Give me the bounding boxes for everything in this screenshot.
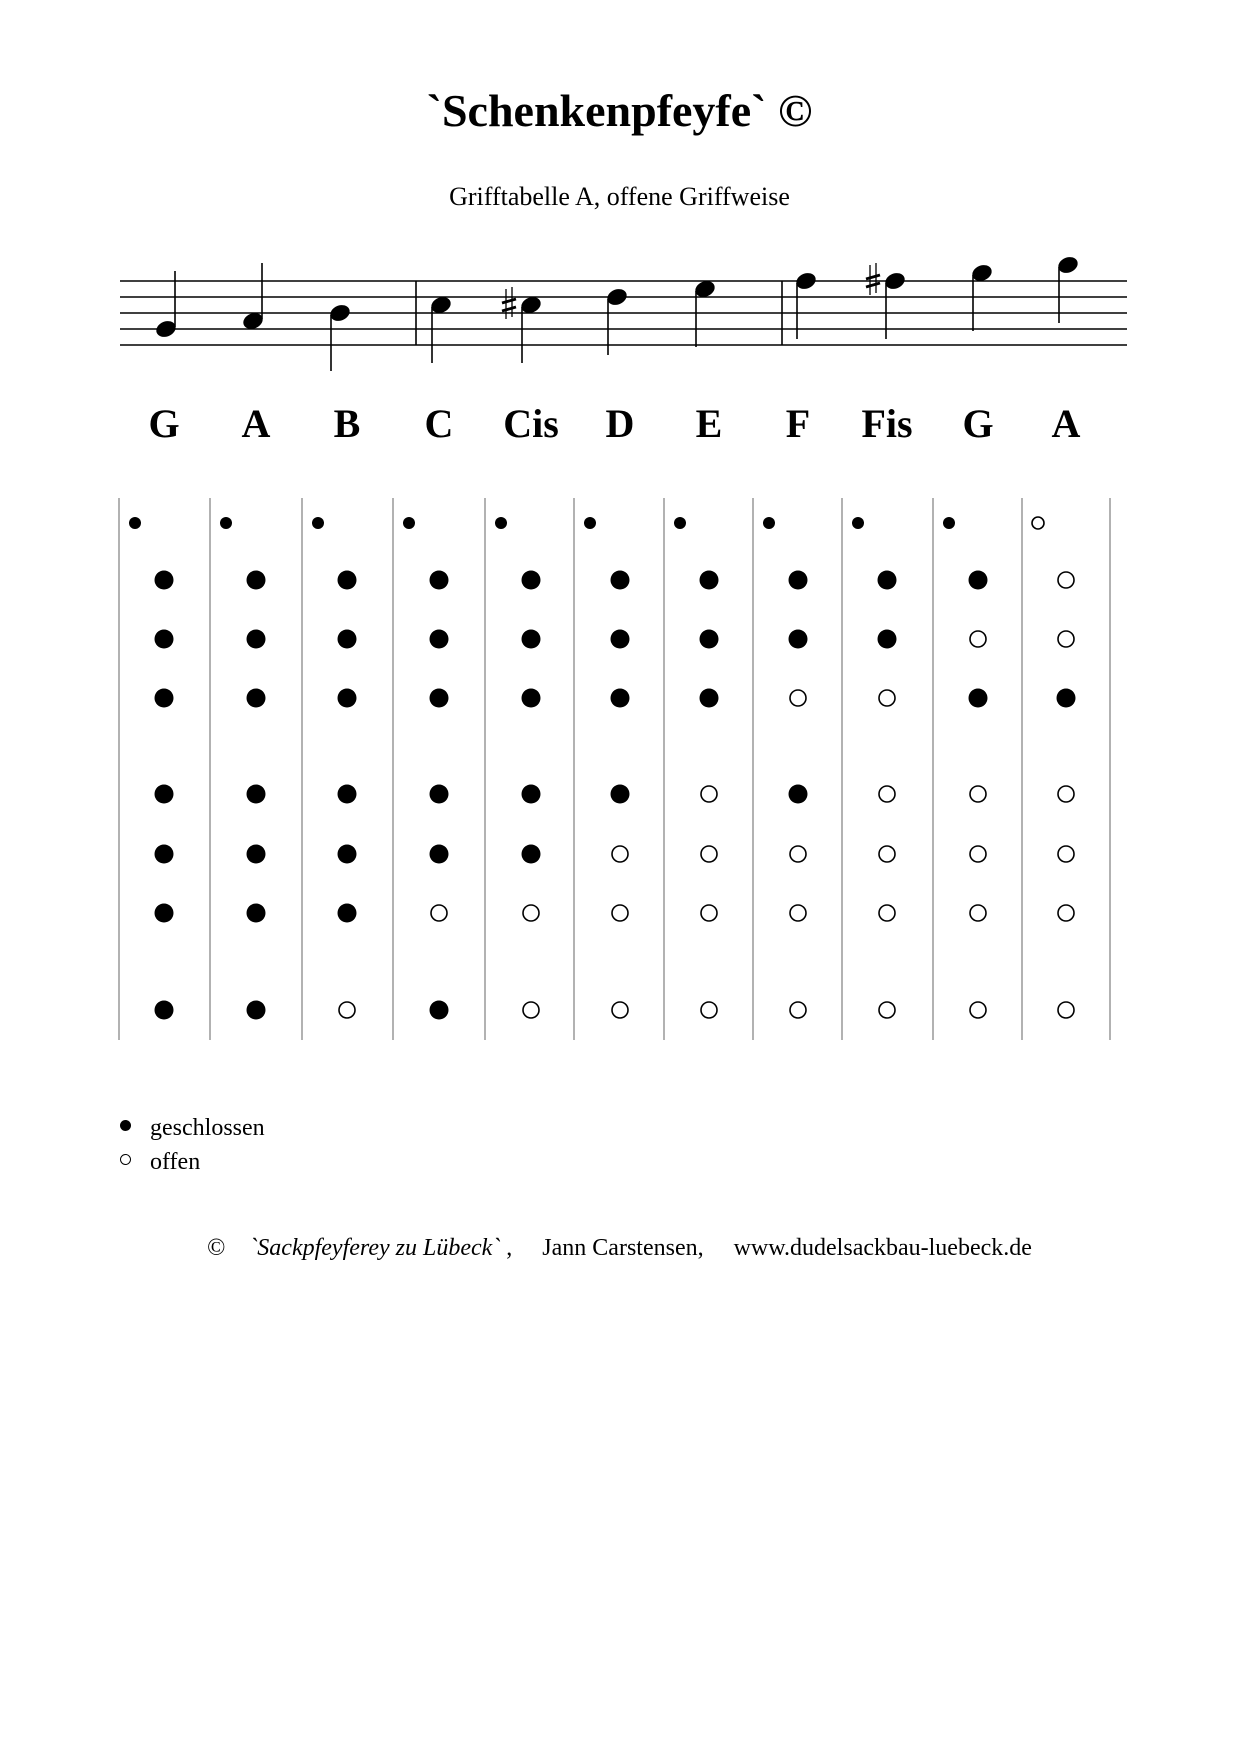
hole-closed xyxy=(430,1001,449,1020)
copyright-symbol: © xyxy=(207,1235,226,1261)
hole-open xyxy=(431,905,447,921)
fingering-column-fis xyxy=(852,517,897,1018)
hole-open xyxy=(1058,631,1074,647)
open-hole-icon xyxy=(120,1154,131,1165)
hole-open xyxy=(790,690,806,706)
thumb-hole-closed xyxy=(584,517,596,529)
hole-closed xyxy=(430,785,449,804)
fingering-column-g xyxy=(129,517,174,1020)
hole-closed xyxy=(247,904,266,923)
hole-closed xyxy=(338,689,357,708)
hole-closed xyxy=(611,630,630,649)
hole-closed xyxy=(247,630,266,649)
note-name-label: F xyxy=(785,401,811,446)
fingering-column-e xyxy=(674,517,719,1018)
hole-open xyxy=(970,1002,986,1018)
thumb-hole-open xyxy=(1032,517,1044,529)
hole-open xyxy=(523,1002,539,1018)
hole-closed xyxy=(430,630,449,649)
note-name-label: C xyxy=(424,401,454,446)
note-name-label: E xyxy=(695,401,723,446)
hole-open xyxy=(1058,572,1074,588)
hole-closed xyxy=(430,571,449,590)
legend-closed-label: geschlossen xyxy=(150,1115,265,1141)
hole-open xyxy=(970,631,986,647)
hole-closed xyxy=(878,571,897,590)
hole-closed xyxy=(338,845,357,864)
hole-open xyxy=(879,1002,895,1018)
hole-closed xyxy=(522,689,541,708)
hole-closed xyxy=(155,904,174,923)
note-name-label: Cis xyxy=(503,401,559,446)
hole-closed xyxy=(611,785,630,804)
thumb-hole-closed xyxy=(312,517,324,529)
hole-open xyxy=(701,786,717,802)
hole-open xyxy=(790,905,806,921)
note-name-label: D xyxy=(605,401,635,446)
hole-closed xyxy=(338,630,357,649)
hole-open xyxy=(879,786,895,802)
hole-closed xyxy=(522,571,541,590)
thumb-hole-closed xyxy=(763,517,775,529)
hole-closed xyxy=(155,785,174,804)
thumb-hole-closed xyxy=(220,517,232,529)
hole-closed xyxy=(247,571,266,590)
hole-open xyxy=(701,1002,717,1018)
thumb-hole-closed xyxy=(129,517,141,529)
note-name-label: Fis xyxy=(861,401,913,446)
legend-closed xyxy=(120,1116,265,1140)
page-subtitle: Grifftabelle A, offene Griffweise xyxy=(449,182,790,211)
workshop-name: `Sackpfeyferey zu Lübeck` xyxy=(249,1235,501,1261)
hole-closed xyxy=(155,630,174,649)
maker-name: Jann Carstensen, xyxy=(542,1235,704,1261)
hole-closed xyxy=(338,571,357,590)
hole-closed xyxy=(700,689,719,708)
hole-closed xyxy=(522,845,541,864)
hole-closed xyxy=(789,571,808,590)
hole-open xyxy=(1058,786,1074,802)
hole-open xyxy=(1058,846,1074,862)
hole-open xyxy=(612,1002,628,1018)
footer-separator: , xyxy=(500,1235,513,1261)
hole-open xyxy=(701,905,717,921)
hole-open xyxy=(612,846,628,862)
hole-closed xyxy=(700,571,719,590)
hole-closed xyxy=(247,1001,266,1020)
fingering-column-f xyxy=(763,517,808,1018)
note-name-label: G xyxy=(962,401,994,446)
hole-open xyxy=(970,846,986,862)
page-title: `Schenkenpfeyfe` © xyxy=(426,85,813,136)
note-name-label: A xyxy=(1051,401,1081,446)
legend-open xyxy=(120,1150,200,1174)
hole-closed xyxy=(155,571,174,590)
hole-open xyxy=(701,846,717,862)
hole-closed xyxy=(700,630,719,649)
note-name-label: B xyxy=(333,401,361,446)
hole-closed xyxy=(789,785,808,804)
hole-open xyxy=(879,690,895,706)
website-link: www.dudelsackbau-luebeck.de xyxy=(733,1235,1032,1261)
thumb-hole-closed xyxy=(943,517,955,529)
thumb-hole-closed xyxy=(495,517,507,529)
note-name-label: A xyxy=(241,401,271,446)
hole-open xyxy=(790,1002,806,1018)
hole-open xyxy=(612,905,628,921)
hole-closed xyxy=(247,845,266,864)
thumb-hole-closed xyxy=(674,517,686,529)
fingering-column-d xyxy=(584,517,630,1018)
hole-closed xyxy=(430,689,449,708)
closed-hole-icon xyxy=(120,1120,131,1131)
fingering-column-c xyxy=(403,517,449,1020)
hole-closed xyxy=(522,630,541,649)
fingering-column-g xyxy=(943,517,988,1018)
footer xyxy=(0,1236,1239,1260)
thumb-hole-closed xyxy=(403,517,415,529)
hole-open xyxy=(1058,905,1074,921)
hole-open xyxy=(523,905,539,921)
fingering-column-a xyxy=(1032,517,1076,1018)
hole-closed xyxy=(247,689,266,708)
fingering-column-cis xyxy=(495,517,541,1018)
hole-closed xyxy=(611,689,630,708)
hole-open xyxy=(970,786,986,802)
hole-closed xyxy=(430,845,449,864)
hole-open xyxy=(790,846,806,862)
hole-closed xyxy=(878,630,897,649)
hole-open xyxy=(1058,1002,1074,1018)
hole-open xyxy=(970,905,986,921)
hole-closed xyxy=(155,845,174,864)
hole-open xyxy=(879,905,895,921)
hole-closed xyxy=(247,785,266,804)
legend-open-label: offen xyxy=(150,1149,201,1175)
fingering-column-b xyxy=(312,517,357,1018)
hole-closed xyxy=(969,689,988,708)
fingering-column-a xyxy=(220,517,266,1020)
hole-closed xyxy=(1057,689,1076,708)
note-name-label: G xyxy=(148,401,180,446)
hole-closed xyxy=(155,689,174,708)
hole-open xyxy=(879,846,895,862)
thumb-hole-closed xyxy=(852,517,864,529)
hole-closed xyxy=(522,785,541,804)
hole-closed xyxy=(611,571,630,590)
hole-closed xyxy=(155,1001,174,1020)
hole-closed xyxy=(338,785,357,804)
hole-closed xyxy=(969,571,988,590)
hole-closed xyxy=(338,904,357,923)
hole-open xyxy=(339,1002,355,1018)
hole-closed xyxy=(789,630,808,649)
